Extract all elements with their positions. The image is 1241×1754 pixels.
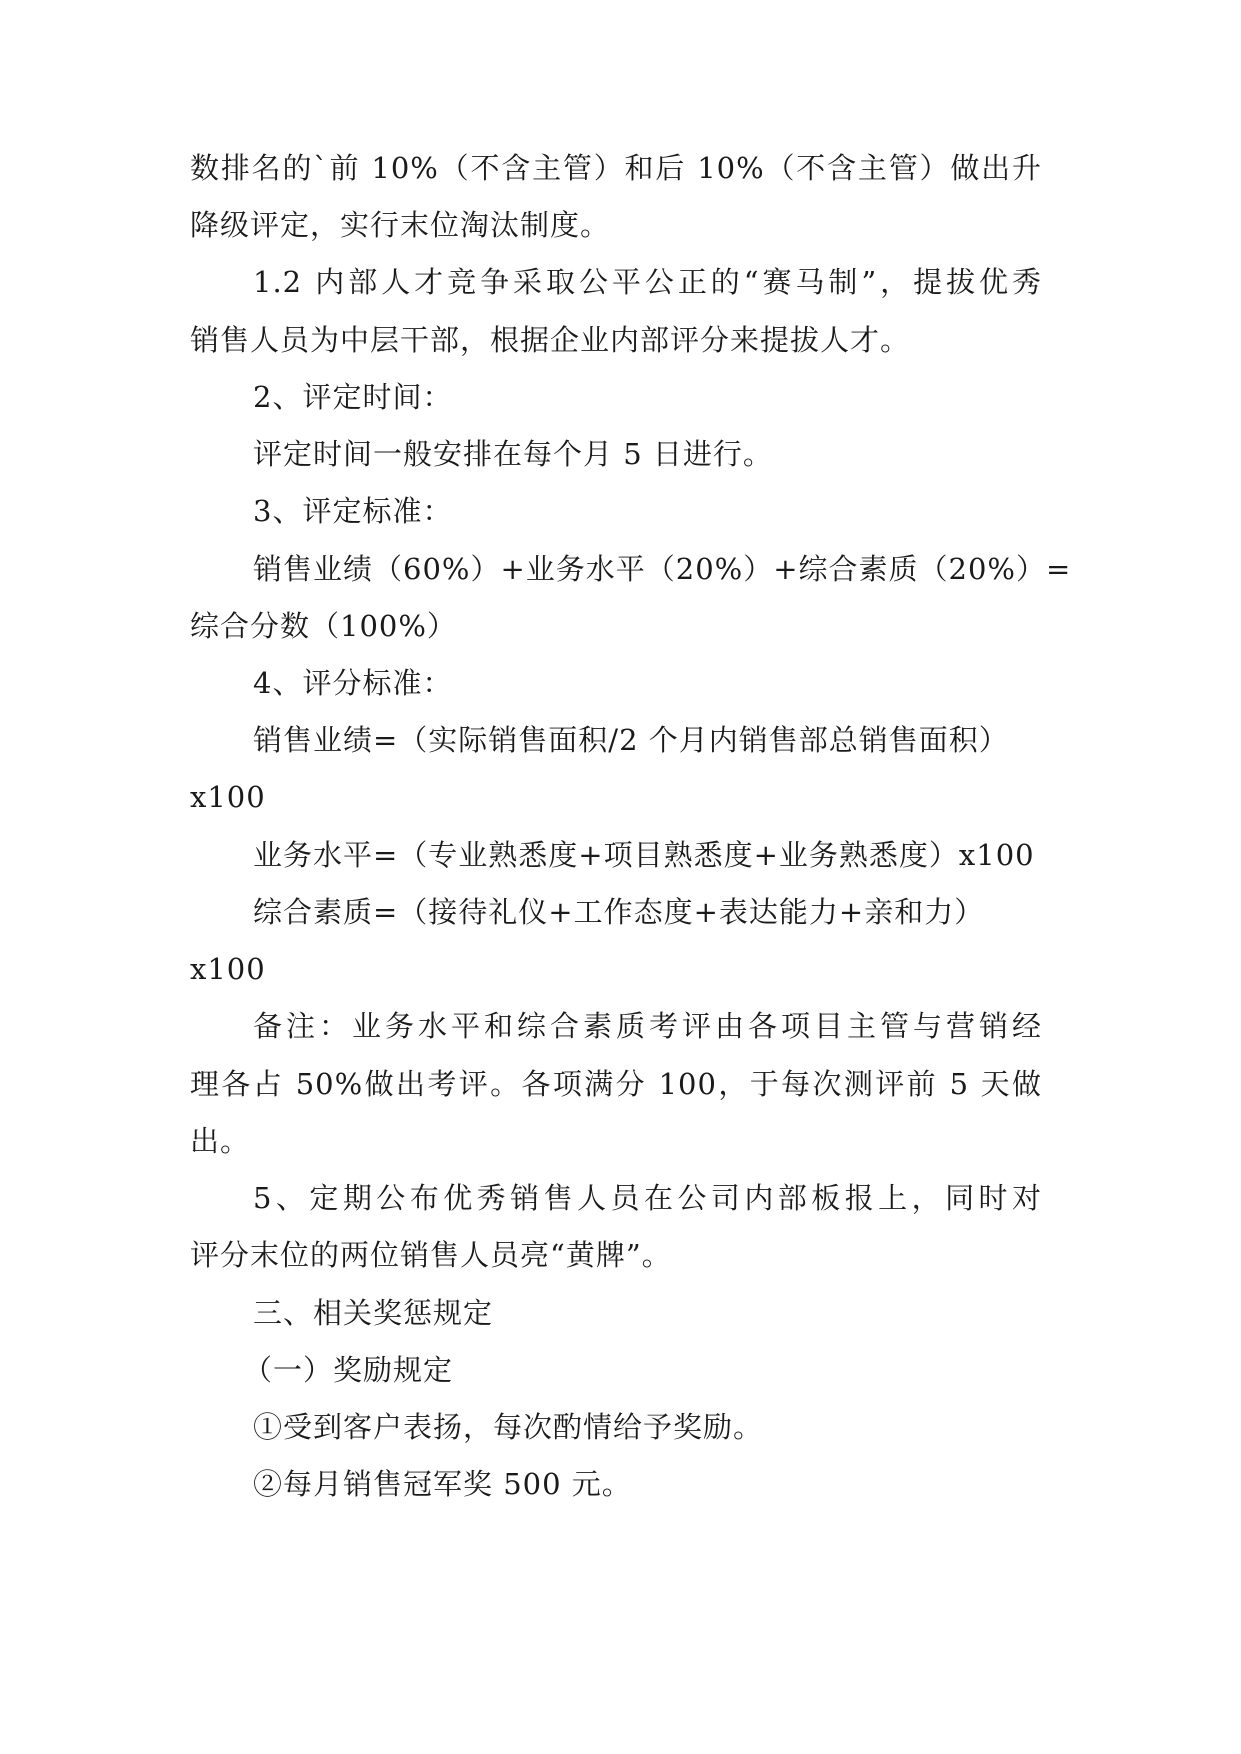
text-line: 出。 bbox=[190, 1124, 251, 1158]
formula-line: 销售业绩（60%）+业务水平（20%）+综合素质（20%）= bbox=[253, 552, 1072, 586]
formula-line: 综合分数（100%） bbox=[190, 609, 457, 643]
formula-line: 综合素质=（接待礼仪+工作态度+表达能力+亲和力） bbox=[253, 895, 985, 929]
list-item: ②每月销售冠军奖 500 元。 bbox=[253, 1467, 632, 1501]
section-heading: 三、相关奖惩规定 bbox=[253, 1296, 494, 1330]
text-line: 评定时间一般安排在每个月 5 日进行。 bbox=[253, 437, 773, 471]
text-line: 评分末位的两位销售人员亮“黄牌”。 bbox=[190, 1238, 672, 1272]
text-line: 数排名的`前 10%（不含主管）和后 10%（不含主管）做出升 bbox=[190, 151, 1042, 185]
formula-line: 销售业绩=（实际销售面积/2 个月内销售部总销售面积） bbox=[253, 723, 1009, 757]
formula-line: x100 bbox=[190, 780, 266, 814]
text-line: 1.2 内部人才竞争采取公平公正的“赛马制”，提拔优秀 bbox=[253, 265, 1042, 299]
subsection-heading: （一）奖励规定 bbox=[243, 1353, 454, 1387]
section-heading: 3、评定标准： bbox=[253, 494, 453, 528]
formula-line: 业务水平=（专业熟悉度+项目熟悉度+业务熟悉度）x100 bbox=[253, 838, 1035, 872]
section-heading: 2、评定时间： bbox=[253, 380, 453, 414]
section-heading: 4、评分标准： bbox=[253, 666, 453, 700]
list-item: ①受到客户表扬，每次酌情给予奖励。 bbox=[253, 1410, 764, 1444]
text-line: 理各占 50%做出考评。各项满分 100，于每次测评前 5 天做 bbox=[190, 1067, 1042, 1101]
text-line: 降级评定，实行末位淘汰制度。 bbox=[190, 208, 611, 242]
text-line: 备注：业务水平和综合素质考评由各项目主管与营销经 bbox=[253, 1009, 1042, 1043]
text-line: 销售人员为中层干部，根据企业内部评分来提拔人才。 bbox=[190, 323, 911, 357]
formula-line: x100 bbox=[190, 952, 266, 986]
text-line: 5、定期公布优秀销售人员在公司内部板报上，同时对 bbox=[253, 1181, 1042, 1215]
